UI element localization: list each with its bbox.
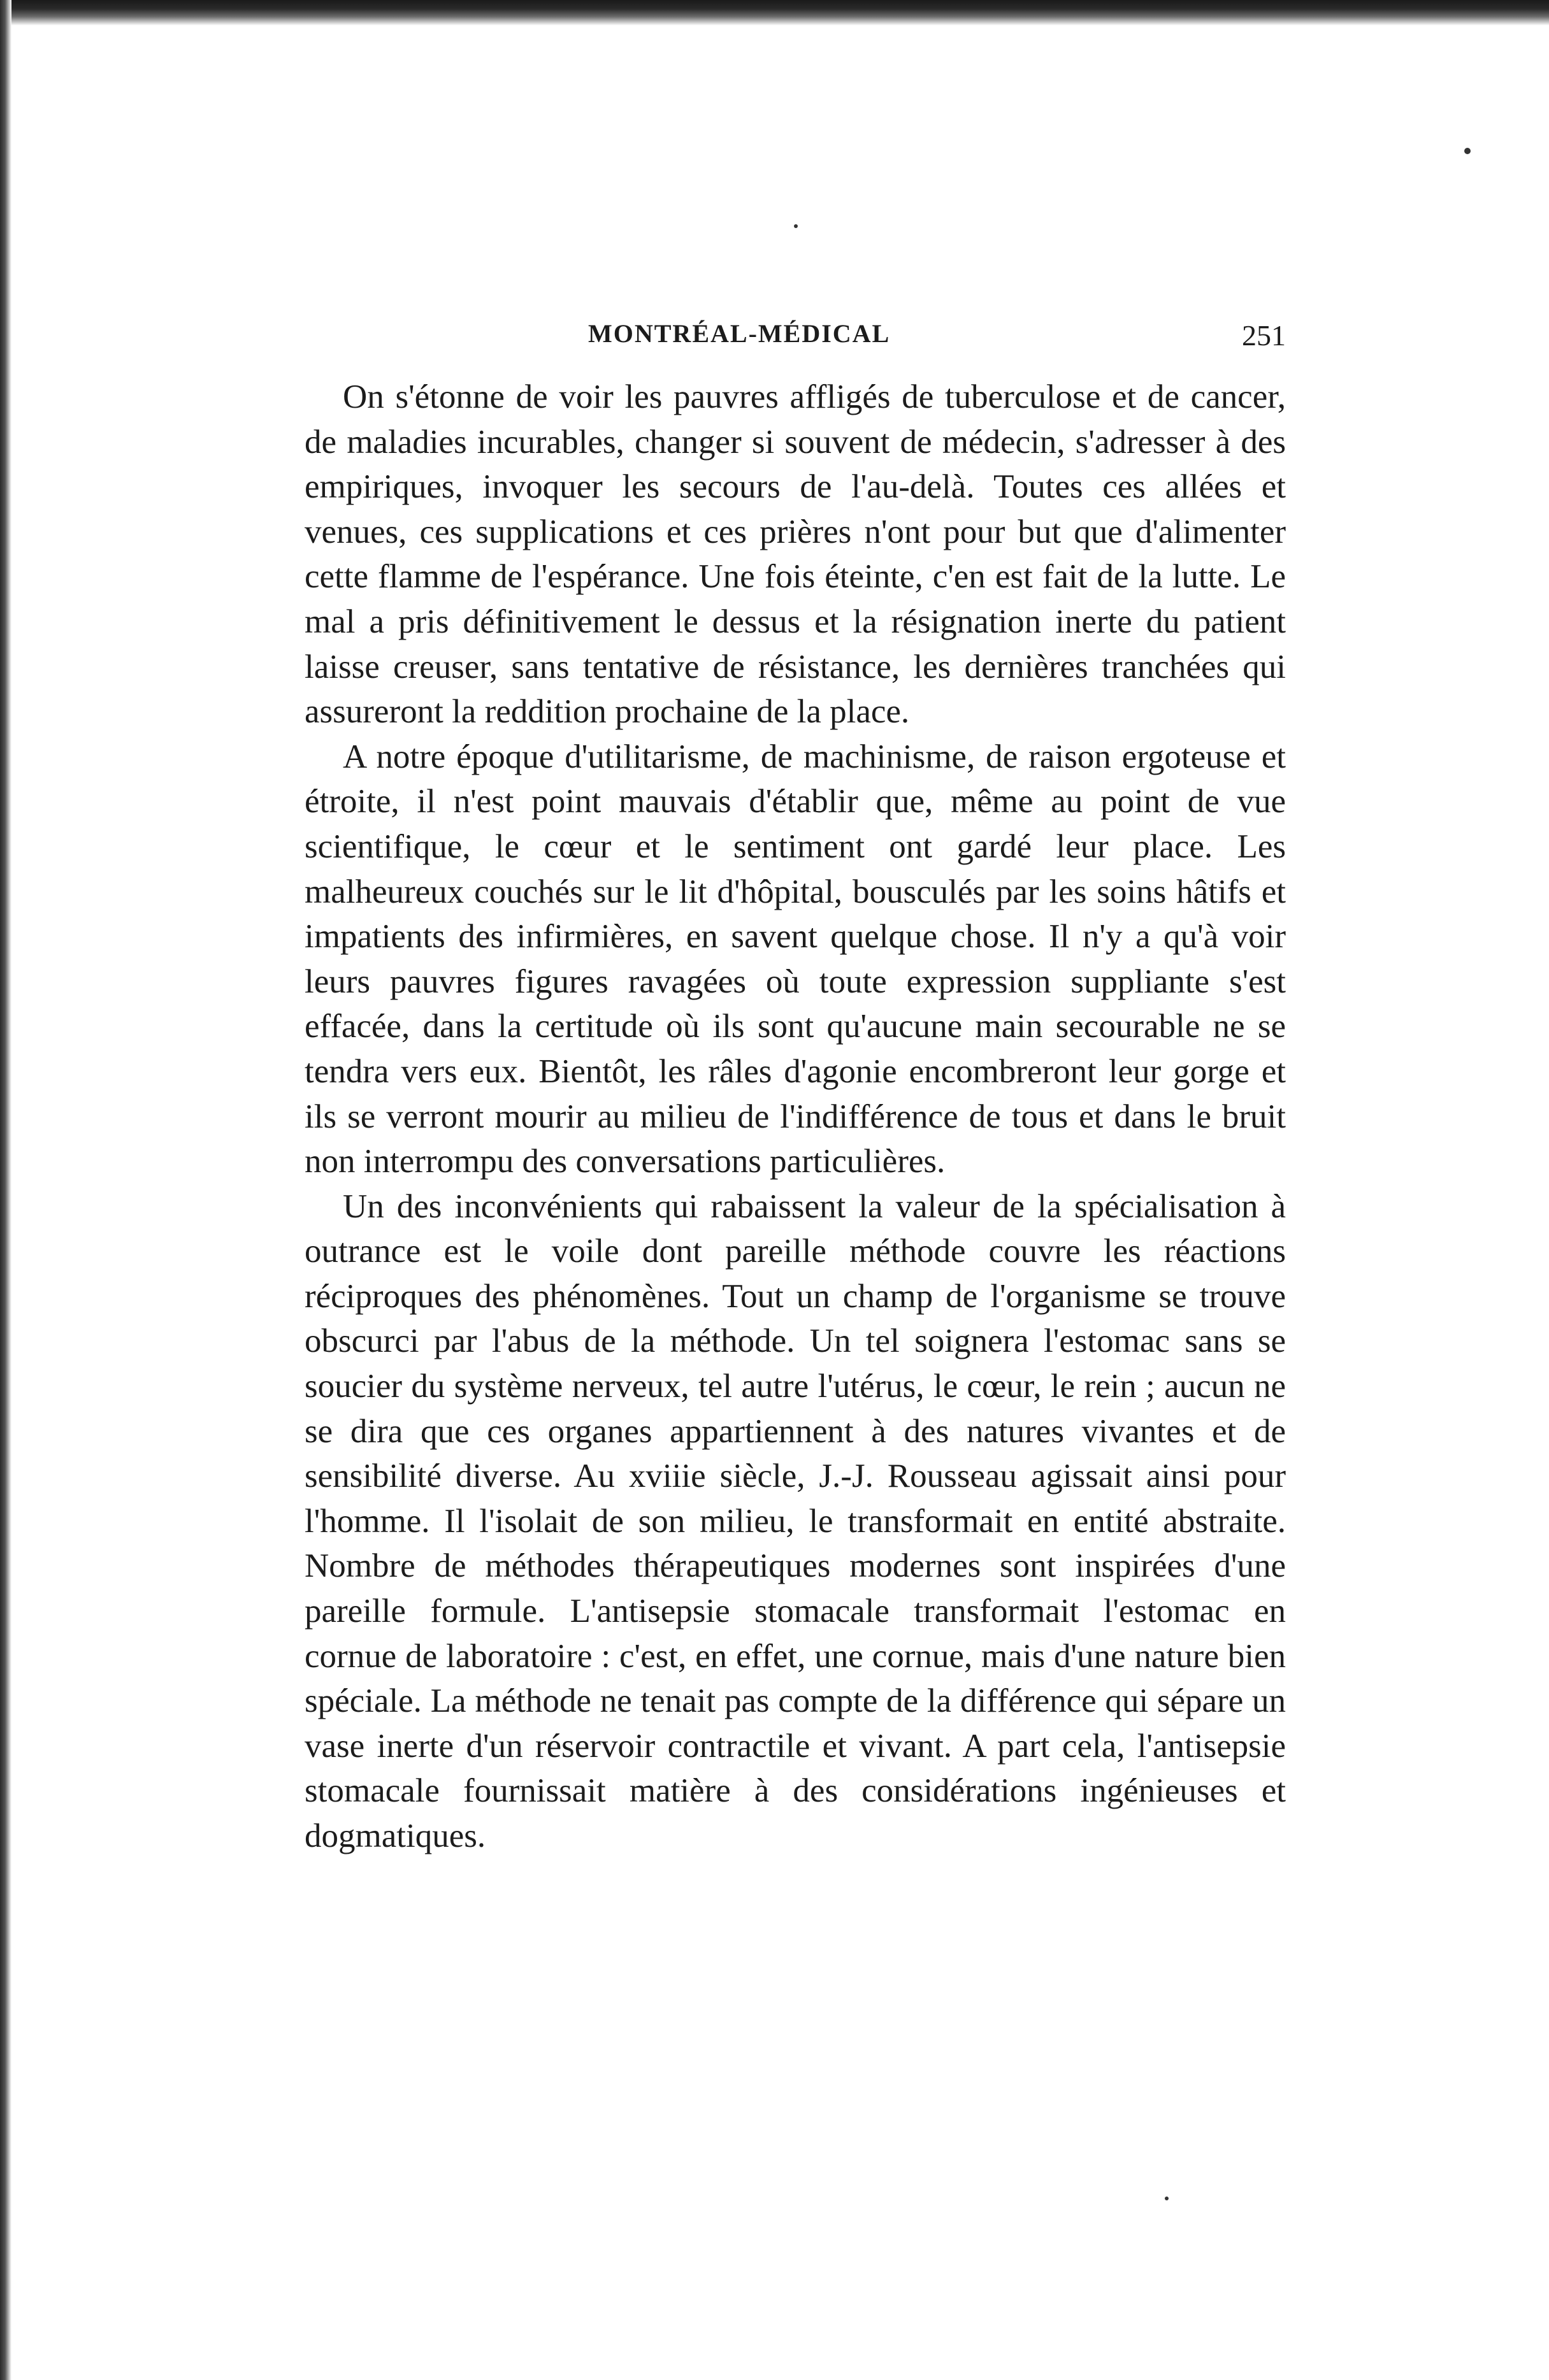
running-head [305, 319, 1286, 357]
scan-speck [1464, 148, 1471, 154]
paragraph-3: Un des inconvénients qui rabaissent la valeur de la spécialisation à outrance est le voile dont pareille méthode couvre les réactions réciproques des phénomènes. Tout un champ de l'organisme se trouve obscurci par l'abus de la méthode. Un tel soignera l'estomac sans se soucier du système nerveux, tel autre l'utérus, le cœur, le rein ; aucun ne se dira que ces organes appartiennent à des natures vivantes et de sensibilité diverse. Au xviiie siècle, J.-J. Rousseau agissait ainsi pour l'homme. Il l'isolait de son milieu, le transformait en entité abstraite. Nombre de méthodes thérapeutiques modernes sont inspirées d'une pareille formule. L'antisepsie stomacale transformait l'estomac en cornue de laboratoire : c'est, en effet, une cornue, mais d'une nature bien spéciale. La méthode ne tenait pas compte de la différence qui sépare un vase inerte d'un réservoir contractile et vivant. A part cela, l'antisepsie stomacale fournissait matière à des considérations ingénieuses et dogmatiques. [305, 1187, 1286, 1854]
book-page [305, 319, 1286, 1859]
paragraph-1: On s'étonne de voir les pauvres affligés de tuberculose et de cancer, de maladies incurables, changer si souvent de médecin, s'adresser à des empiriques, invoquer les secours de l'au-delà. Toutes ces allées et venues, ces supplications et ces prières n'ont pour but que d'alimenter cette flamme de l'espérance. Une fois éteinte, c'en est fait de la lutte. Le mal a pris définitivement le dessus et la résignation inerte du patient laisse creuser, sans tentative de résistance, les dernières tranchées qui assureront la reddition prochaine de la place. [305, 378, 1286, 731]
scan-top-edge [0, 0, 1549, 25]
paragraph-2: A notre époque d'utilitarisme, de machinisme, de raison ergoteuse et étroite, il n'est point mauvais d'établir que, même au point de vue scientifique, le cœur et le sentiment ont gardé leur place. Les malheureux couchés sur le lit d'hôpital, bousculés par les soins hâtifs et impatients des infirmières, en savent quelque chose. Il n'y a qu'à voir leurs pauvres figures ravagées où toute expression suppliante s'est effacée, dans la certitude où ils sont qu'aucune main secourable ne se tendra vers eux. Bientôt, les râles d'agonie encombreront leur gorge et ils se verront mourir au milieu de l'indifférence de tous et dans le bruit non interrompu des conversations particulières. [305, 738, 1286, 1180]
scan-speck [794, 224, 798, 228]
journal-title: MONTRÉAL-MÉDICAL [588, 319, 891, 348]
scan-speck [1165, 2197, 1169, 2200]
page-number: 251 [1242, 319, 1286, 352]
scan-left-edge [0, 0, 11, 2380]
